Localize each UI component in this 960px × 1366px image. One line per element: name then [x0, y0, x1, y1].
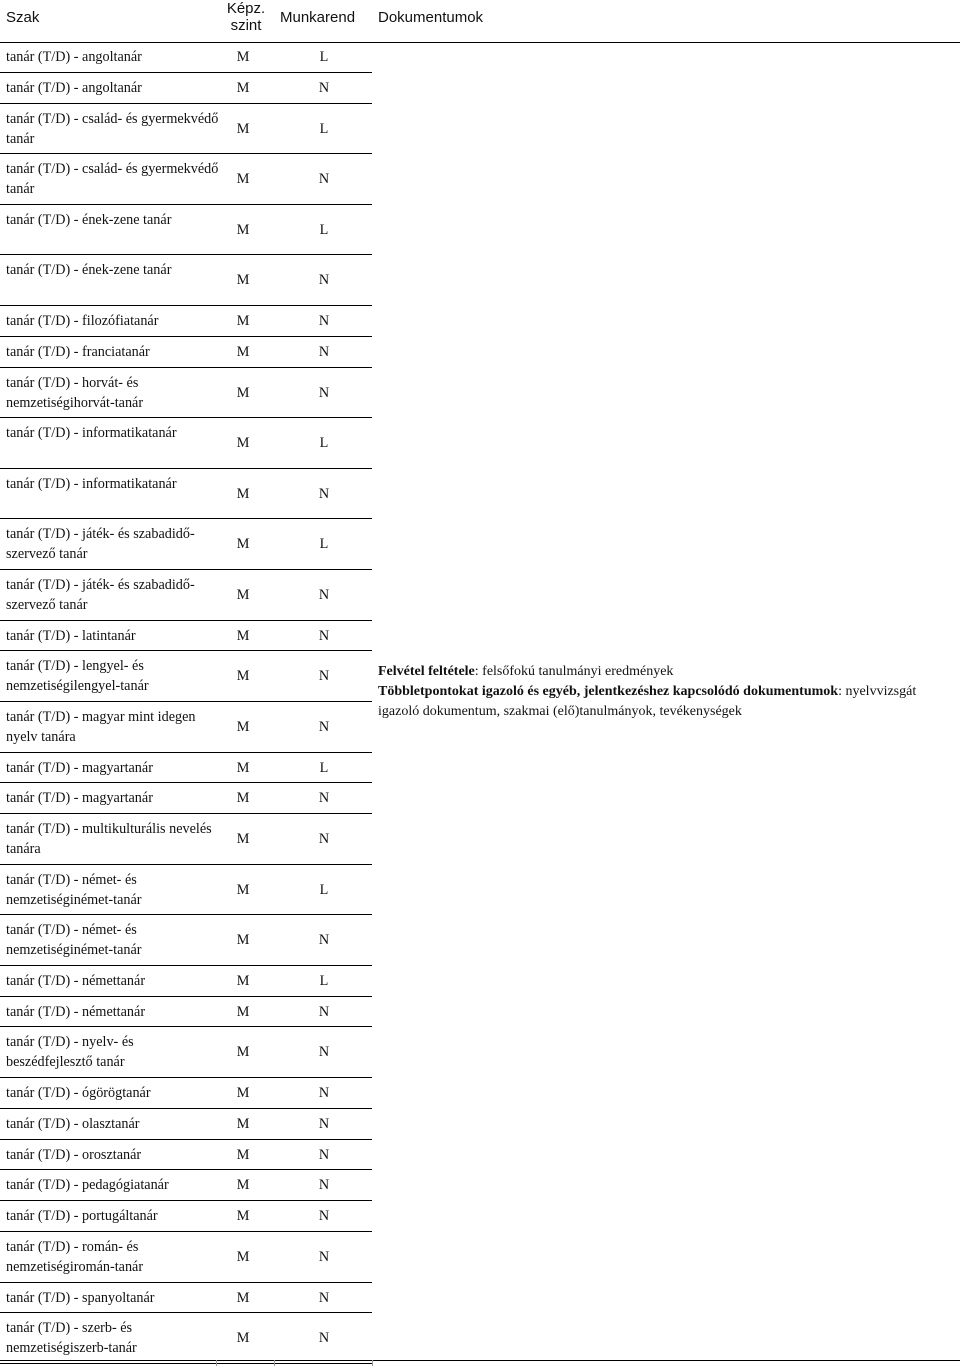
column-header-szak: Szak — [6, 9, 40, 26]
admission-requirement-label: Felvétel feltétele — [378, 664, 475, 679]
cell-munkarend: N — [318, 171, 330, 188]
cell-szak: tanár (T/D) - játék- és szabadidő-szervező tanár — [6, 526, 195, 563]
table-row — [0, 104, 372, 155]
cell-kepzesi-szint: M — [236, 343, 250, 360]
cell-kepzesi-szint: M — [236, 1289, 250, 1306]
cell-munkarend: N — [318, 312, 330, 329]
cell-szak: tanár (T/D) - filozófiatanár — [6, 312, 159, 329]
cell-kepzesi-szint: M — [236, 1177, 250, 1194]
cell-kepzesi-szint: M — [236, 79, 250, 96]
cell-kepzesi-szint: M — [236, 435, 250, 452]
table-row — [0, 915, 372, 966]
cell-kepzesi-szint: M — [236, 171, 250, 188]
cell-munkarend: L — [319, 881, 329, 898]
cell-munkarend: N — [318, 1289, 330, 1306]
cell-munkarend: L — [319, 536, 329, 553]
cell-kepzesi-szint: M — [236, 1249, 250, 1266]
column-header-kepz-line1: Képz. — [226, 0, 266, 17]
cell-szak: tanár (T/D) - informatikatanár — [6, 475, 177, 492]
cell-munkarend: N — [318, 1146, 330, 1163]
cell-szak: tanár (T/D) - ógörögtanár — [6, 1085, 151, 1102]
cell-kepzesi-szint: M — [236, 881, 250, 898]
extra-points-docs-text: : nyelvvizsgát igazoló dokumentum, szakmai (elő)tanulmányok, tevékenységek — [378, 684, 917, 719]
table-row — [0, 1313, 372, 1364]
cell-szak: tanár (T/D) - szerb- és nemzetiségiszerb-tanár — [6, 1320, 137, 1357]
cell-szak: tanár (T/D) - német- és nemzetiséginémet-tanár — [6, 922, 142, 959]
cell-munkarend: N — [318, 627, 330, 644]
table-row — [0, 1170, 372, 1201]
cell-kepzesi-szint: M — [236, 1146, 250, 1163]
cell-kepzesi-szint: M — [236, 536, 250, 553]
cell-szak: tanár (T/D) - angoltanár — [6, 49, 142, 65]
table-row — [0, 1232, 372, 1283]
program-table-body — [0, 42, 372, 1364]
cell-munkarend: N — [318, 1177, 330, 1194]
admission-requirement-text: : felsőfokú tanulmányi eredmények — [474, 664, 674, 679]
cell-munkarend: L — [319, 435, 329, 452]
cell-munkarend: N — [318, 1044, 330, 1061]
cell-szak: tanár (T/D) - multikulturális nevelés tanára — [6, 821, 212, 858]
cell-kepzesi-szint: M — [236, 972, 250, 989]
table-row — [0, 1283, 372, 1314]
cell-szak: tanár (T/D) - horvát- és nemzetiségihorvát-tanár — [6, 374, 144, 411]
cell-kepzesi-szint: M — [236, 586, 250, 603]
cell-szak: tanár (T/D) - nyelv- és beszédfejlesztő tanár — [6, 1034, 134, 1071]
table-row — [0, 702, 372, 753]
column-header-kepz-line2: szint — [230, 17, 262, 34]
cell-munkarend: N — [318, 831, 330, 848]
cell-kepzesi-szint: M — [236, 485, 250, 502]
cell-kepzesi-szint: M — [236, 759, 250, 776]
extra-points-docs-label: Többletpontokat igazoló és egyéb, jelentkezéshez kapcsolódó dokumentumok — [378, 684, 839, 699]
table-row — [0, 865, 372, 916]
cell-szak: tanár (T/D) - latintanár — [6, 627, 136, 644]
table-row — [0, 418, 372, 469]
cell-munkarend: N — [318, 343, 330, 360]
cell-szak: tanár (T/D) - magyartanár — [6, 790, 153, 807]
cell-kepzesi-szint: M — [236, 49, 250, 65]
table-row — [0, 621, 372, 652]
table-row — [0, 469, 372, 520]
table-row — [0, 1109, 372, 1140]
cell-munkarend: L — [319, 49, 329, 65]
cell-munkarend: N — [318, 1330, 330, 1347]
cell-kepzesi-szint: M — [236, 120, 250, 137]
table-row — [0, 1201, 372, 1232]
cell-munkarend: L — [319, 759, 329, 776]
cell-kepzesi-szint: M — [236, 1208, 250, 1225]
cell-munkarend: N — [318, 718, 330, 735]
cell-szak: tanár (T/D) - család- és gyermekvédő tanár — [6, 110, 219, 147]
cell-szak: tanár (T/D) - némettanár — [6, 1003, 146, 1020]
column-divider — [216, 1360, 217, 1366]
cell-kepzesi-szint: M — [236, 272, 250, 289]
table-row — [0, 519, 372, 570]
cell-munkarend: L — [319, 972, 329, 989]
cell-kepzesi-szint: M — [236, 1044, 250, 1061]
table-row — [0, 154, 372, 205]
cell-kepzesi-szint: M — [236, 668, 250, 685]
cell-munkarend: L — [319, 221, 329, 238]
cell-szak: tanár (T/D) - magyar mint idegen nyelv tanára — [6, 708, 196, 745]
cell-szak: tanár (T/D) - spanyoltanár — [6, 1289, 155, 1306]
table-row — [0, 1140, 372, 1171]
cell-munkarend: N — [318, 668, 330, 685]
cell-szak: tanár (T/D) - orosztanár — [6, 1146, 142, 1163]
bottom-rule — [0, 1360, 960, 1361]
table-row — [0, 42, 372, 73]
table-row — [0, 205, 372, 256]
table-row — [0, 966, 372, 997]
column-divider — [372, 1360, 373, 1366]
cell-kepzesi-szint: M — [236, 627, 250, 644]
table-row — [0, 306, 372, 337]
cell-szak: tanár (T/D) - némettanár — [6, 972, 146, 989]
cell-szak: tanár (T/D) - franciatanár — [6, 343, 150, 360]
cell-kepzesi-szint: M — [236, 1115, 250, 1132]
cell-kepzesi-szint: M — [236, 1003, 250, 1020]
table-row — [0, 753, 372, 784]
cell-szak: tanár (T/D) - portugáltanár — [6, 1208, 158, 1225]
cell-munkarend: L — [319, 120, 329, 137]
cell-kepzesi-szint: M — [236, 221, 250, 238]
cell-szak: tanár (T/D) - ének-zene tanár — [6, 262, 172, 279]
cell-szak: tanár (T/D) - ének-zene tanár — [6, 211, 172, 228]
cell-szak: tanár (T/D) - pedagógiatanár — [6, 1177, 169, 1194]
cell-szak: tanár (T/D) - informatikatanár — [6, 425, 177, 442]
cell-kepzesi-szint: M — [236, 1085, 250, 1102]
table-row — [0, 783, 372, 814]
cell-szak: tanár (T/D) - magyartanár — [6, 759, 153, 776]
cell-munkarend: N — [318, 1249, 330, 1266]
column-header-kepz-szint — [218, 0, 274, 34]
cell-munkarend: N — [318, 1208, 330, 1225]
table-header — [0, 0, 960, 43]
cell-szak: tanár (T/D) - lengyel- és nemzetiségilengyel-tanár — [6, 658, 149, 695]
table-row — [0, 570, 372, 621]
column-header-munkarend: Munkarend — [280, 9, 356, 26]
table-row — [0, 368, 372, 419]
cell-kepzesi-szint: M — [236, 718, 250, 735]
table-row — [0, 814, 372, 865]
cell-szak: tanár (T/D) - román- és nemzetiségiromán-tanár — [6, 1239, 144, 1276]
cell-munkarend: N — [318, 485, 330, 502]
table-row — [0, 73, 372, 104]
cell-kepzesi-szint: M — [236, 790, 250, 807]
cell-munkarend: N — [318, 384, 330, 401]
cell-kepzesi-szint: M — [236, 312, 250, 329]
cell-munkarend: N — [318, 79, 330, 96]
table-row — [0, 255, 372, 306]
cell-kepzesi-szint: M — [236, 1330, 250, 1347]
cell-munkarend: N — [318, 1085, 330, 1102]
cell-kepzesi-szint: M — [236, 932, 250, 949]
cell-szak: tanár (T/D) - játék- és szabadidő-szervező tanár — [6, 576, 195, 613]
cell-szak: tanár (T/D) - német- és nemzetiséginémet-tanár — [6, 871, 142, 908]
column-divider — [274, 1360, 275, 1366]
cell-szak: tanár (T/D) - olasztanár — [6, 1115, 140, 1132]
table-row — [0, 337, 372, 368]
table-row — [0, 1078, 372, 1109]
cell-munkarend: N — [318, 586, 330, 603]
cell-munkarend: N — [318, 1003, 330, 1020]
cell-szak: tanár (T/D) - angoltanár — [6, 79, 142, 96]
cell-munkarend: N — [318, 790, 330, 807]
column-header-dokumentumok: Dokumentumok — [378, 9, 484, 26]
table-row — [0, 651, 372, 702]
cell-munkarend: N — [318, 272, 330, 289]
cell-kepzesi-szint: M — [236, 384, 250, 401]
documents-info — [378, 662, 953, 722]
cell-munkarend: N — [318, 932, 330, 949]
cell-kepzesi-szint: M — [236, 831, 250, 848]
table-row — [0, 997, 372, 1028]
cell-szak: tanár (T/D) - család- és gyermekvédő tanár — [6, 161, 219, 198]
table-row — [0, 1027, 372, 1078]
cell-munkarend: N — [318, 1115, 330, 1132]
